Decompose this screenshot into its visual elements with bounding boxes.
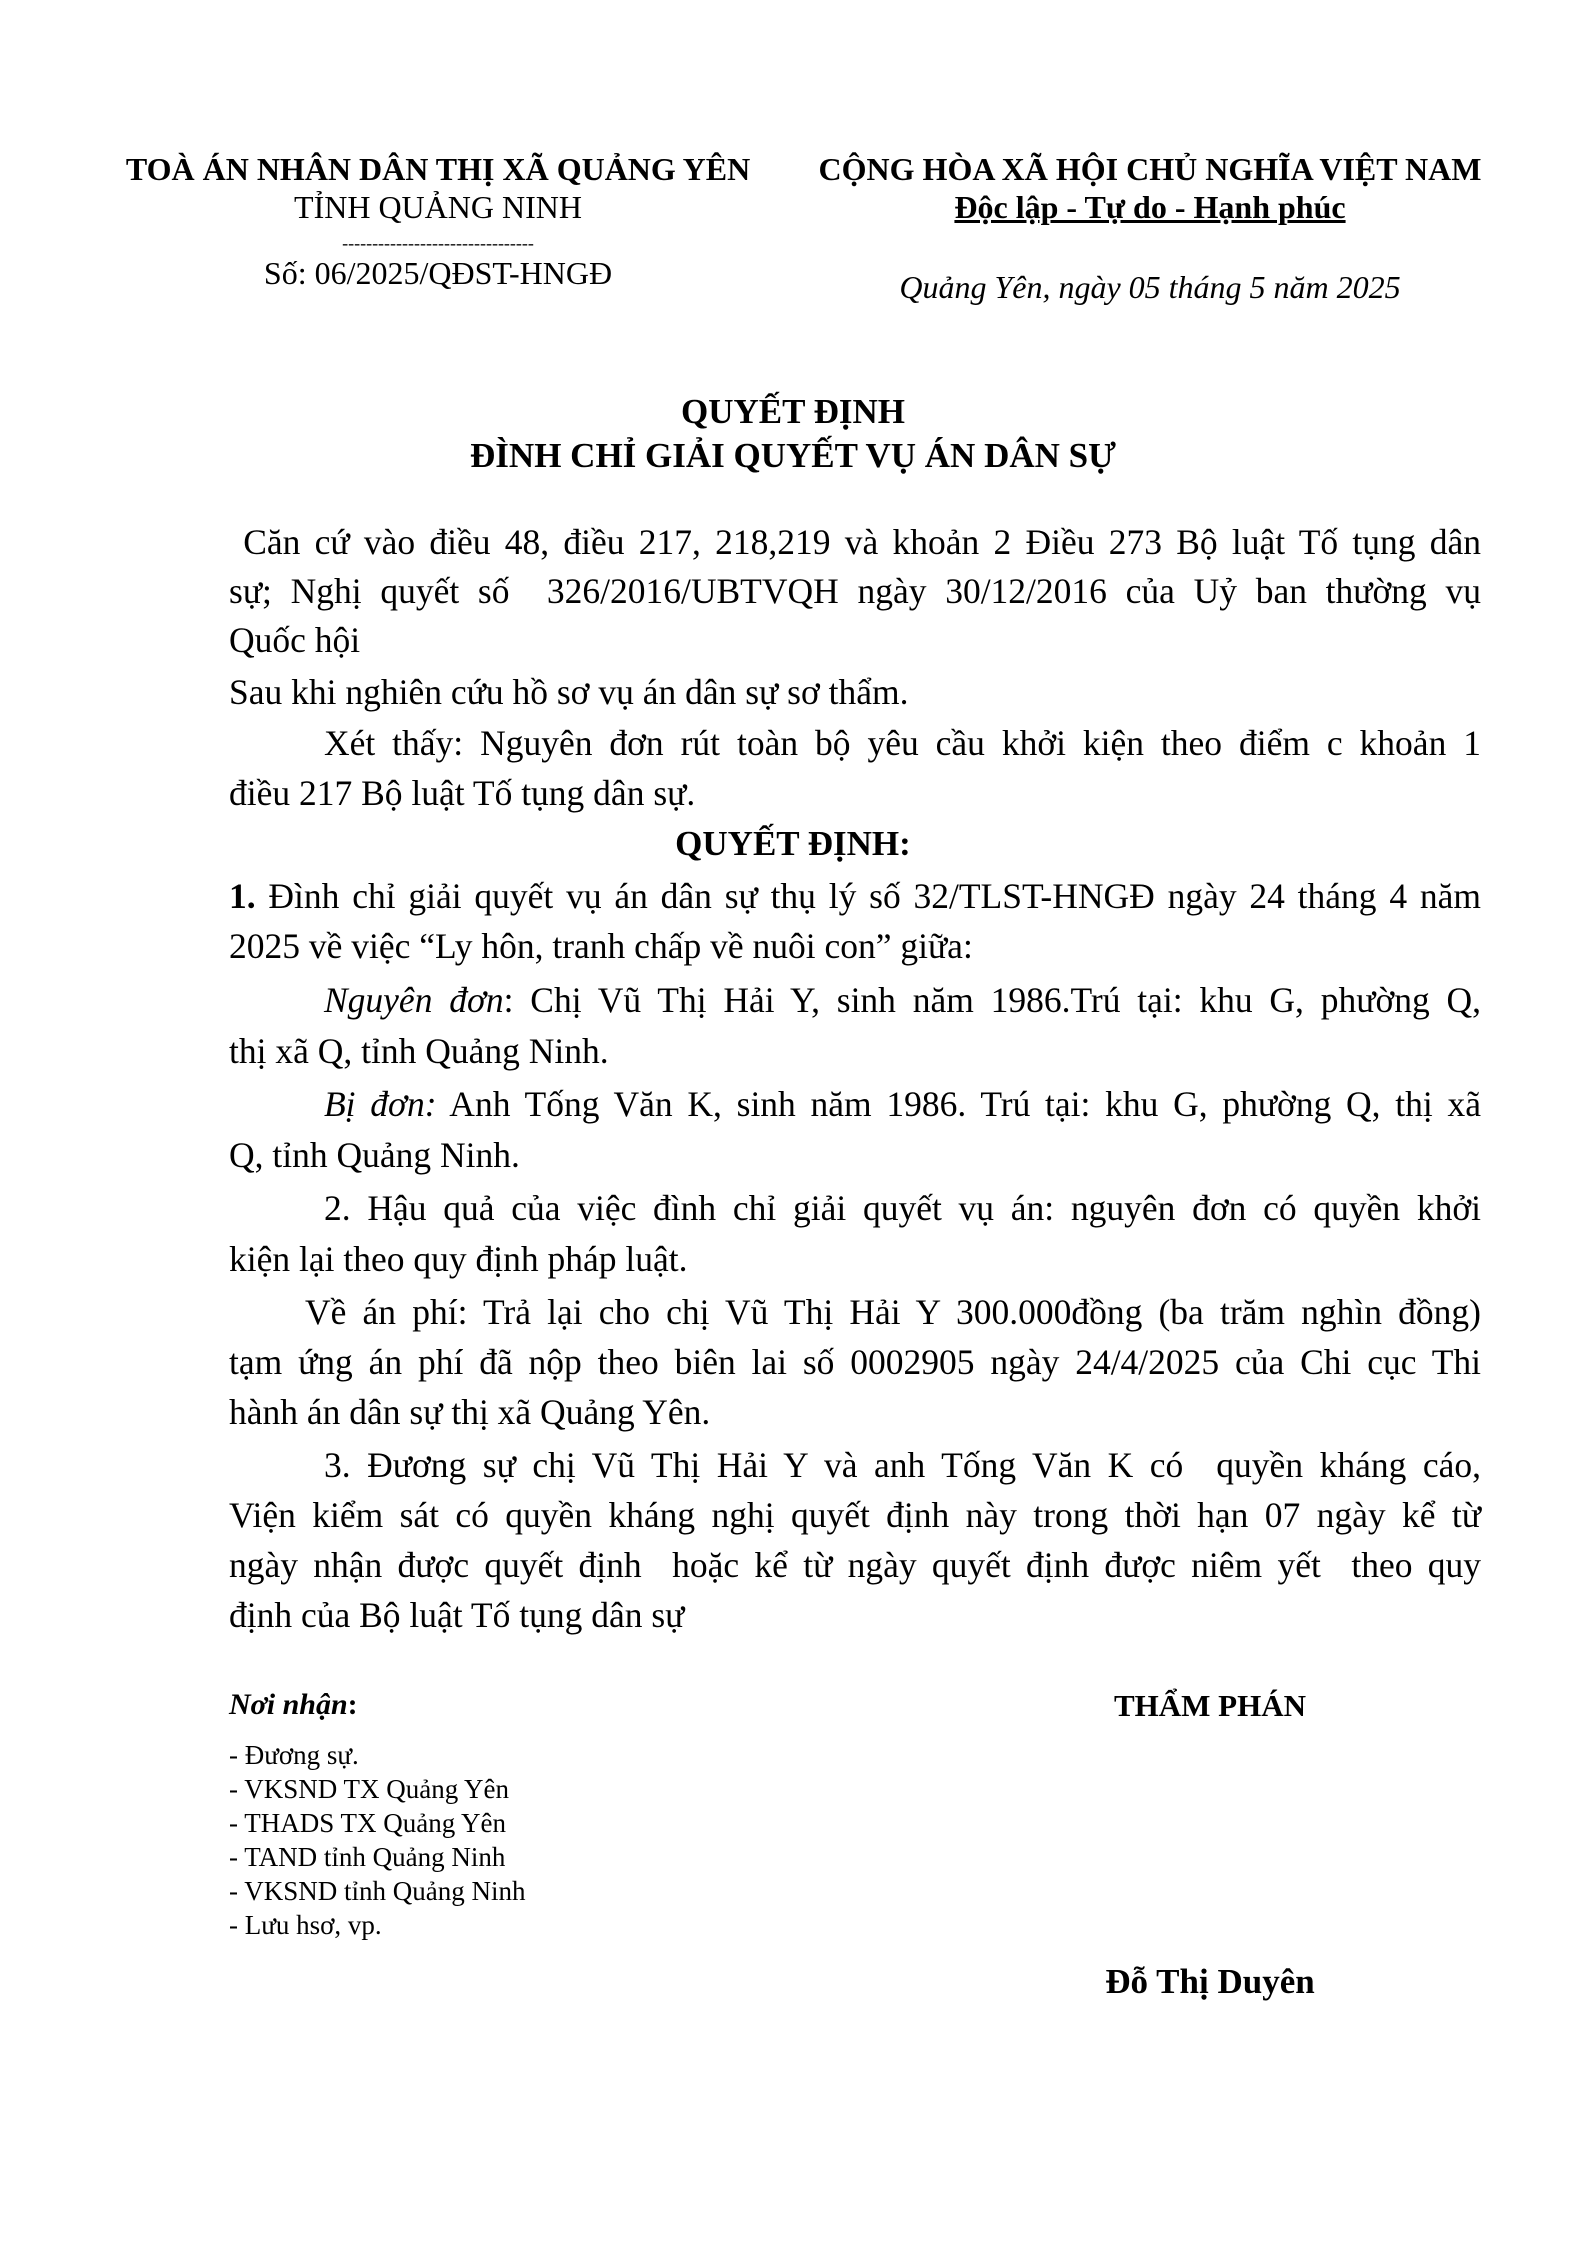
place-date: Quảng Yên, ngày 05 tháng 5 năm 2025 bbox=[899, 269, 1401, 305]
item1-line-2: 2025 về việc “Ly hôn, tranh chấp về nuôi con” giữa: bbox=[229, 926, 973, 966]
defendant-line-1 bbox=[324, 1080, 1481, 1128]
document-number: Số: 06/2025/QĐST-HNGĐ bbox=[263, 255, 613, 291]
defendant-label: Bị đơn: bbox=[324, 1084, 437, 1124]
basis-line-4: Sau khi nghiên cứu hồ sơ vụ án dân sự sơ thẩm. bbox=[229, 672, 909, 712]
recipient-item: - Đương sự. bbox=[229, 1740, 359, 1770]
decision-title: QUYẾT ĐỊNH bbox=[681, 392, 905, 431]
fee-line-3: hành án dân sự thị xã Quảng Yên. bbox=[229, 1392, 711, 1432]
court-name: TOÀ ÁN NHÂN DÂN THỊ XÃ QUẢNG YÊN bbox=[125, 151, 751, 187]
item1-line-1 bbox=[229, 872, 1481, 920]
recipient-item: - TAND tỉnh Quảng Ninh bbox=[229, 1842, 506, 1872]
recipient-item: - VKSND tỉnh Quảng Ninh bbox=[229, 1876, 526, 1906]
consideration-line-2: điều 217 Bộ luật Tố tụng dân sự. bbox=[229, 773, 696, 813]
basis-line-1: Căn cứ vào điều 48, điều 217, 218,219 và khoản 2 Điều 273 Bộ luật Tố tụng dân bbox=[229, 522, 1481, 562]
item1-number: 1. bbox=[229, 876, 256, 916]
plaintiff-line-1 bbox=[324, 976, 1481, 1024]
plaintiff-label: Nguyên đơn bbox=[324, 980, 504, 1020]
item2-line-2: kiện lại theo quy định pháp luật. bbox=[229, 1239, 688, 1279]
header-separator: -------------------------------- bbox=[342, 233, 534, 253]
item3-line-2: Viện kiểm sát có quyền kháng nghị quyết định này trong thời hạn 07 ngày kể từ bbox=[229, 1495, 1481, 1535]
recipient-item: - VKSND TX Quảng Yên bbox=[229, 1774, 509, 1804]
plaintiff-line-2: thị xã Q, tỉnh Quảng Ninh. bbox=[229, 1031, 609, 1071]
item1-text: Đình chỉ giải quyết vụ án dân sự thụ lý số 32/TLST-HNGĐ ngày 24 tháng 4 năm bbox=[255, 876, 1481, 916]
item3-line-4: định của Bộ luật Tố tụng dân sự bbox=[229, 1595, 685, 1635]
national-motto: Độc lập - Tự do - Hạnh phúc bbox=[954, 189, 1346, 225]
defendant-info: Anh Tống Văn K, sinh năm 1986. Trú tại: khu G, phường Q, thị xã bbox=[436, 1084, 1481, 1124]
basis-line-3: Quốc hội bbox=[229, 620, 361, 660]
signer-name: Đỗ Thị Duyên bbox=[1105, 1962, 1315, 2001]
recipients-label: Nơi nhận bbox=[229, 1688, 348, 1721]
basis-line-2: sự; Nghị quyết số 326/2016/UBTVQH ngày 30/12/2016 của Uỷ ban thường vụ bbox=[229, 571, 1481, 611]
national-title: CỘNG HÒA XÃ HỘI CHỦ NGHĨA VIỆT NAM bbox=[818, 151, 1482, 187]
signer-role: THẨM PHÁN bbox=[1113, 1688, 1306, 1723]
decision-subtitle: ĐÌNH CHỈ GIẢI QUYẾT VỤ ÁN DÂN SỰ bbox=[470, 436, 1116, 475]
decision-heading: QUYẾT ĐỊNH: bbox=[675, 824, 911, 863]
recipient-item: - Lưu hsơ, vp. bbox=[229, 1910, 382, 1940]
fee-line-2: tạm ứng án phí đã nộp theo biên lai số 0002905 ngày 24/4/2025 của Chi cục Thi bbox=[229, 1342, 1481, 1382]
recipients-colon: : bbox=[347, 1688, 358, 1721]
fee-line-1: Về án phí: Trả lại cho chị Vũ Thị Hải Y 300.000đồng (ba trăm nghìn đồng) bbox=[305, 1292, 1481, 1332]
court-province: TỈNH QUẢNG NINH bbox=[294, 189, 582, 225]
item3-line-3: ngày nhận được quyết định hoặc kể từ ngày quyết định được niêm yết theo quy bbox=[229, 1545, 1481, 1585]
recipient-item: - THADS TX Quảng Yên bbox=[229, 1808, 506, 1838]
item2-line-1: 2. Hậu quả của việc đình chỉ giải quyết vụ án: nguyên đơn có quyền khởi bbox=[324, 1188, 1481, 1228]
consideration-line-1: Xét thấy: Nguyên đơn rút toàn bộ yêu cầu khởi kiện theo điểm c khoản 1 bbox=[324, 723, 1481, 763]
recipients-heading bbox=[229, 1688, 358, 1722]
item3-line-1: 3. Đương sự chị Vũ Thị Hải Y và anh Tống Văn K có quyền kháng cáo, bbox=[324, 1445, 1481, 1485]
defendant-line-2: Q, tỉnh Quảng Ninh. bbox=[229, 1135, 520, 1175]
plaintiff-info: : Chị Vũ Thị Hải Y, sinh năm 1986.Trú tại: khu G, phường Q, bbox=[503, 980, 1482, 1020]
